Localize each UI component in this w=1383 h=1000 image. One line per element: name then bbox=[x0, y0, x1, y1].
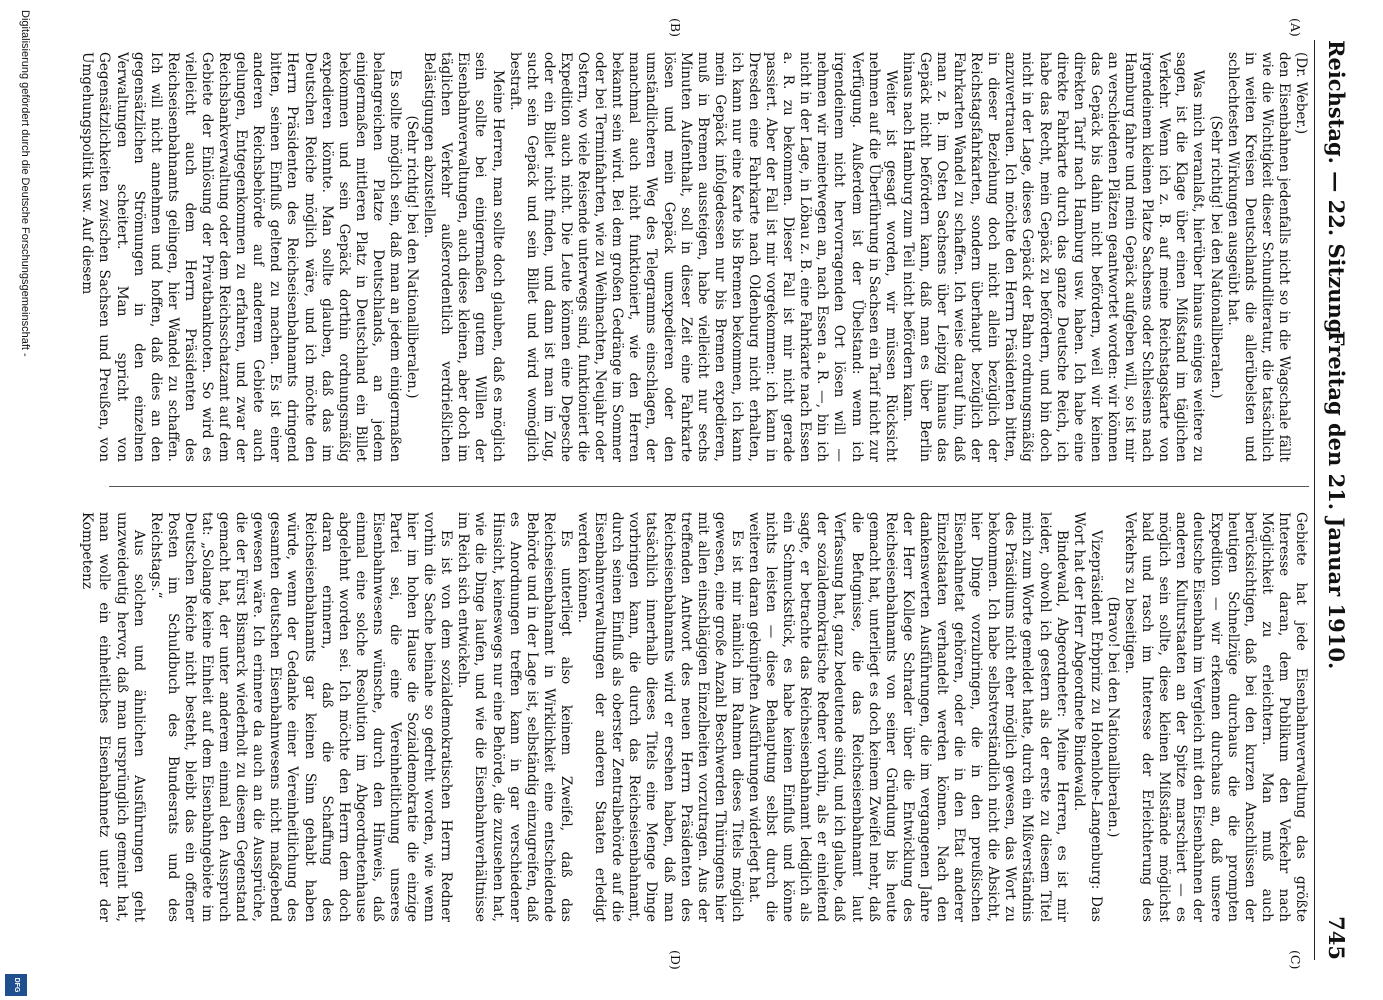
paragraph: Es sollte möglich sein, daß man an jedem einigermaßen belangreichen Platze Deutschlands, an jedem einigermaßen mittleren Platz in Deutschland ein Billet bekommen und sein Gepäck dorthin ordnungsmäßig expedieren könnte. Man sollte glauben, daß das im Deutschen Reiche möglich wäre, und ich möchte den Herrn Präsidenten des Reichseisenbahnamts dringend bitten, seinen Einfluß geltend zu machen. Es ist einer anderen Reichsbehörde auf anderem Gebiete auch gelungen, Entgegenkommen zu erfahren, und zwar der Reichsbankverwaltung oder dem Reichsschatzamt auf dem Gebiete der Einlösung der Privatbanknoten. So wird es vielleicht auch dem Herrn Präsidenten des Reichseisenbahnamts gelingen, hier Wandel zu schaffen. Ich will nicht annehmen und hoffen, daß dies an den gegensätzlichen Strömungen in den einzelnen Verwaltungen scheitert. Man spricht von Gegensätzlichkeiten zwischen Sachsen und Preußen, von Umgehungspolitik usw. Auf diesem bbox=[79, 52, 404, 462]
paragraph: den Eisenbahnen jedenfalls nicht so in die Wagschale fällt wie die Wichtigkeit dieser Schundliteratur, die tatsächlich in weiten Kreisen Deutschlands die allerübelsten und schlechtesten Wirkungen ausgeübt hat. bbox=[1224, 52, 1292, 462]
page-number: 745 bbox=[1324, 916, 1349, 960]
paragraph: Weiter ist gesagt worden, wir müssen Rücksicht nehmen auf die Überführung in Sachsen ein Tarif nicht zur Verfügung. Außerdem ist der Übelstand: wenn ich irgendeinem nicht hervorragenden Ort lösen will — nehmen wir meinetwegen an, nach Essen a. R. —, bin ich nicht in der Lage, in Löbau z. B. eine Fahrkarte nach Essen a. R. zu bekommen. Dieser Fall ist mir nicht gerade passiert. Aber der Fall ist mir vorgekommen: ich kann in Dresden eine Fahrkarte nach Oldenburg nicht erhalten, ich kann nur eine Karte bis Bremen bekommen, ich kann mein Gepäck infolgedessen nur bis Bremen expedieren, muß in Bremen aussteigen, habe vielleicht nur sechs Minuten Aufenthalt, soll in dieser Zeit eine Fahrkarte lösen und mein Gepäck umexpedieren oder den umständlicheren Weg des Telegramms einschlagen, der manchmal auch nicht funktioniert, wie den Herren bekannt sein wird. Bei dem großen Gedränge im Sommer oder bei Terminfahrten, wie zu Weihnachten, Neujahr oder Ostern, wo viele Reisende unterwegs sind, funktioniert die Expedition auch nicht. Die Leute können eine Depesche oder ein Billet nicht finden, und dann ist man im Zug, sucht sein Gepäck und sein Billet und wird womöglich bestraft. bbox=[506, 52, 899, 462]
left-text-column bbox=[79, 52, 1309, 462]
paragraph: Bindewald, Abgeordneter: Meine Herren, es ist mir leider, obwohl ich gestern als der erste zu diesem Titel mich zum Worte gemeldet hatte, durch ein Mißverständnis des Präsidiums nicht eher möglich gewesen, das Wort zu bekommen. Ich habe selbstverständlich nicht die Absicht, hier Dinge vorzubringen, die in den preußischen Eisenbahnetat gehören, oder die in den Etat anderer Einzelstaaten verhandelt werden können. Nach den dankenswerten Ausführungen, die im vergangenen Jahre der Herr Kollege Schrader über die Entwicklung des Reichseisenbahnamts von seiner Gründung bis heute gemacht hat, unterliegt es doch keinem Zweifel mehr, daß die Befugnisse, die das Reichseisenbahnamt laut Verfassung hat, ganz bedeutende sind, und ich glaube, daß der sozialdemokratische Redner vorhin, als er einleitend sagte, er betrachte das Reichseisenbahnamt lediglich als ein Schmuckstück, es habe keinen Einfluß und könne nichts leisten — diese Behauptung selbst durch die weiteren daran geknüpften Ausführungen widerlegt hat. bbox=[746, 512, 1070, 922]
paragraph: Es ist von dem sozialdemokratischen Herrn Redner vorhin die Sache beinahe so gedreht worden, wie wenn hier im hohen Hause die Sozialdemokratie die einzige Partei sei, die eine Vereinheitlichung unseres Eisenbahnwesens wünsche, durch den Hinweis, daß einmal eine solche Resolution im Abgeordnetenhause abgelehnt worden sei. Ich möchte den Herrn dem doch daran erinnern, daß die Schaffung des Reichseisenbahnamts gar keinen Sinn gehabt haben würde, wenn der Gedanke einer Vereinheitlichung des gesamten deutschen Eisenbahnwesens nicht maßgebend gewesen wäre. Ich erinnere da auch an die Aussprüche, die der Fürst Bismarck wiederholt zu diesem Gegenstand gemacht hat, der unter anderem einmal den Ausspruch tat: „Solange keine Einheit auf dem Eisenbahngebiete im Deutschen Reiche nicht besteht, bleibt das ein offener Posten im Schuldbuch des Bundesrats und des Reichstags.“ bbox=[147, 512, 455, 922]
paragraph: Was mich veranlaßt, hierüber hinaus einiges weitere zu sagen, ist die Klage über einen Mißstand im täglichen Verkehr. Wenn ich z. B. auf meine Reichstagskarte von irgendeinem kleinen Platze Sachsens oder Schlesiens nach Hamburg fahre und mein Gepäck aufgeben will, so ist mir an verschiedenen Plätzen geantwortet worden: wir können das Gepäck bis dahin nicht befördern, weil wir keinen direkten Tarif nach Hamburg usw. haben. Ich habe eine direkte Fahrkarte durch das ganze Deutsche Reich, ich habe das Recht, mein Gepäck zu befördern, und bin doch nicht in der Lage, dieses Gepäck der Bahn ordnungsmäßig anzuvertrauen. Ich möchte den Herrn Präsidenten bitten, in dieser Beziehung doch nicht allein bezüglich der Reichstagsfahrkarten, sondern überhaupt bezüglich der Fahrkarten Wandel zu schaffen. Ich weise darauf hin, daß man z. B. im Osten Sachsens über Leipzig hinaus das Gepäck nicht befördern kann, daß man es über Berlin hinaus nach Hamburg zum Teil nicht befördern kann. bbox=[899, 52, 1207, 462]
presiding-officer-statement: Vizepräsident Erbprinz zu Hohenlohe-Langenburg: Das Wort hat der Herr Abgeordnete Bindewald. bbox=[1070, 512, 1104, 922]
interjection: (Sehr richtig! bei den Nationalliberalen.) bbox=[1207, 115, 1224, 399]
right-text-column bbox=[79, 512, 1309, 922]
column-divider bbox=[109, 486, 1309, 487]
paragraph: Aus solchen und ähnlichen Ausführungen geht unzweideutig hervor, daß man ursprünglich gemeint hat, man wolle ein einheitliches Eisenbahnnetz unter der Kompetenz bbox=[79, 512, 147, 922]
digitization-credit: Digitalisierung gefördert durch die Deutsche Forschungsgemeinschaft - bbox=[19, 10, 31, 357]
running-header bbox=[1314, 40, 1355, 960]
interjection: (Bravo! bei den Nationalliberalen.) bbox=[1104, 596, 1121, 838]
margin-marker-d: (D) bbox=[668, 950, 683, 970]
running-title-left: Reichstag. — 22. Sitzung. bbox=[1324, 40, 1349, 341]
running-title-center: Freitag den 21. Januar 1910. bbox=[1324, 330, 1349, 670]
paragraph: Es unterliegt also keinem Zweifel, daß das Reichseisenbahnamt in Wirklichkeit eine entscheidende Behörde und in der Lage ist, selbständig einzugreifen, daß es Anordnungen treffen kann in gar verschiedener Hinsicht, keineswegs nur eine Behörde, die zuzusehen hat, wie die Dinge laufen, und wie die Eisenbahnverhältnisse im Reich sich entwickeln. bbox=[455, 512, 574, 922]
paragraph: Meine Herren, man sollte doch glauben, daß es möglich sein sollte bei einigermaßen gutem Willen der Eisenbahnverwaltungen, auch diese kleinen, aber doch im täglichen Verkehr außerordentlich verdrießlichen Belästigungen abzustellen. bbox=[421, 52, 506, 462]
speaker-label: (Dr. Weber.) bbox=[1293, 52, 1309, 135]
paragraph: Es ist mir nämlich im Rahmen dieses Titels möglich gewesen, eine große Anzahl Beschwerden Thüringens hier mit allen einschlägigen Einzelheiten vorzutragen. Aus der treffenden Antwort des neuen Herrn Präsidenten des Reichseisenbahnamts wird er ersehen haben, daß man tatsächlich innerhalb dieses Titels eine Menge Dinge vorbringen kann, die durch das Reichseisenbahnamt, durch seinen Einfluß als oberster Zentralbehörde auf die Eisenbahnverwaltungen der anderen Staaten erledigt werden können. bbox=[575, 512, 745, 922]
margin-marker-a: (A) bbox=[1288, 18, 1303, 37]
paragraph: Gebiete hat jede Eisenbahnverwaltung das größte Interesse daran, dem Publikum den Verkehr nach Möglichkeit zu erleichtern. Man muß auch berücksichtigen, daß bei den kurzen Anschlüssen der heutigen Schnellzüge durchaus die die prompten Expedition — wir erkennen durchaus an, daß unsere deutsche Eisenbahn im Vergleich mit den Eisenbahnen der anderen Kulturstaaten an der Spitze marschiert — es möglich sein sollte, diese kleinen Mißstände möglichst bald und rasch im Interesse der Erleichterung des Verkehrs zu beseitigen. bbox=[1122, 512, 1309, 922]
dfg-logo: DFG bbox=[5, 974, 27, 996]
margin-marker-c: (C) bbox=[1288, 950, 1303, 970]
interjection: (Sehr richtig! bei den Nationalliberalen.) bbox=[404, 115, 421, 399]
margin-marker-b: (B) bbox=[668, 18, 683, 37]
